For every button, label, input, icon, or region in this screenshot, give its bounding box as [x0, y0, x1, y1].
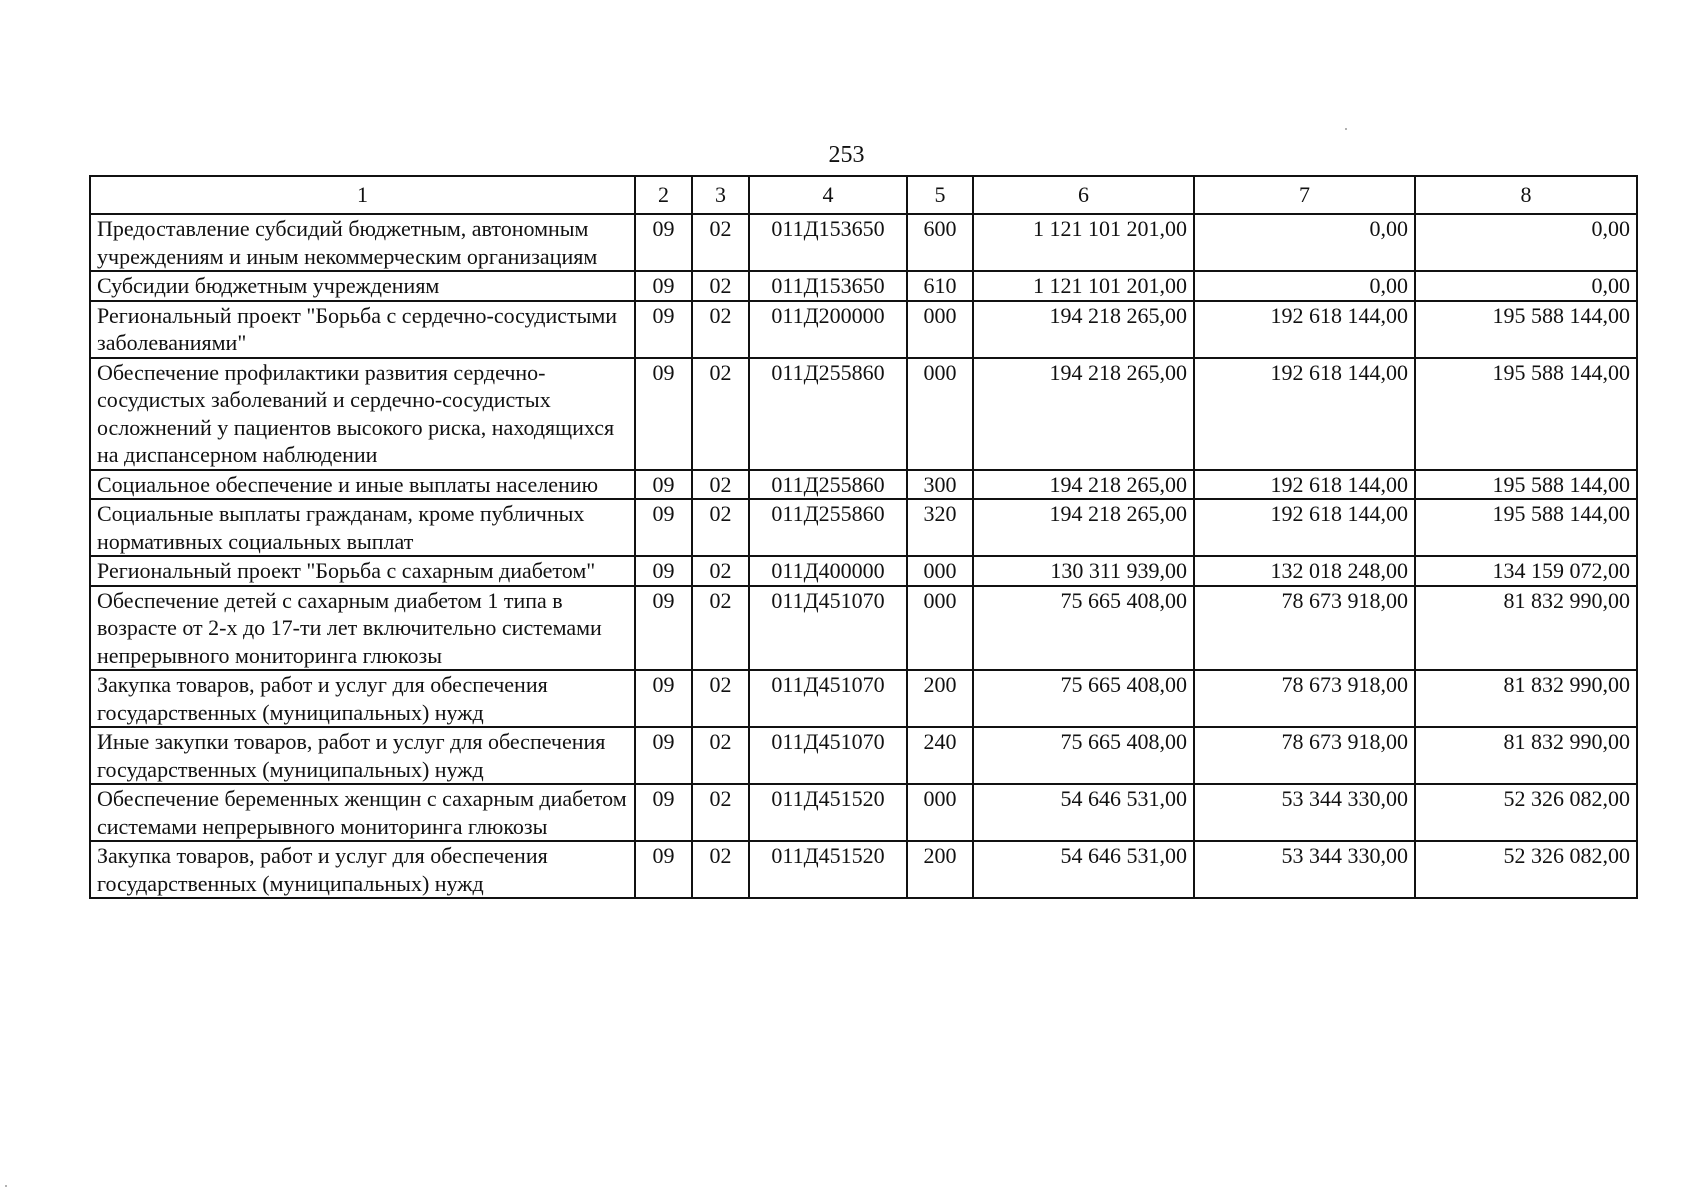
table-row	[90, 727, 1637, 784]
section-code: 09	[635, 214, 692, 271]
budget-table	[89, 175, 1638, 899]
row-name: Предоставление субсидий бюджетным, автономным учреждениям и иным некоммерческим организациям	[90, 214, 635, 271]
table-row	[90, 586, 1637, 671]
amount-col7: 0,00	[1194, 214, 1415, 271]
amount-col6: 194 218 265,00	[973, 499, 1194, 556]
expense-type-code: 000	[907, 556, 973, 586]
amount-col6: 75 665 408,00	[973, 586, 1194, 671]
expense-type-code: 000	[907, 784, 973, 841]
section-code: 09	[635, 727, 692, 784]
scan-speck	[1345, 128, 1347, 130]
amount-col6: 1 121 101 201,00	[973, 214, 1194, 271]
amount-col6: 194 218 265,00	[973, 301, 1194, 358]
subsection-code: 02	[692, 271, 749, 301]
expense-type-code: 000	[907, 301, 973, 358]
header-row	[90, 176, 1637, 214]
subsection-code: 02	[692, 670, 749, 727]
subsection-code: 02	[692, 727, 749, 784]
subsection-code: 02	[692, 301, 749, 358]
scan-speck	[5, 1185, 7, 1187]
table-row	[90, 271, 1637, 301]
row-name: Обеспечение беременных женщин с сахарным диабетом системами непрерывного мониторинга глюкозы	[90, 784, 635, 841]
amount-col7: 78 673 918,00	[1194, 727, 1415, 784]
amount-col7: 192 618 144,00	[1194, 470, 1415, 500]
section-code: 09	[635, 499, 692, 556]
target-article-code: 011Д153650	[749, 271, 907, 301]
amount-col8: 134 159 072,00	[1415, 556, 1637, 586]
amount-col8: 0,00	[1415, 271, 1637, 301]
amount-col6: 54 646 531,00	[973, 784, 1194, 841]
expense-type-code: 320	[907, 499, 973, 556]
table-row	[90, 301, 1637, 358]
amount-col6: 75 665 408,00	[973, 727, 1194, 784]
target-article-code: 011Д451520	[749, 841, 907, 898]
amount-col6: 54 646 531,00	[973, 841, 1194, 898]
amount-col8: 195 588 144,00	[1415, 470, 1637, 500]
page-number: 253	[828, 142, 865, 168]
amount-col7: 132 018 248,00	[1194, 556, 1415, 586]
column-header-6: 6	[973, 176, 1194, 214]
amount-col8: 81 832 990,00	[1415, 727, 1637, 784]
subsection-code: 02	[692, 470, 749, 500]
section-code: 09	[635, 586, 692, 671]
row-name: Социальные выплаты гражданам, кроме публичных нормативных социальных выплат	[90, 499, 635, 556]
target-article-code: 011Д400000	[749, 556, 907, 586]
amount-col8: 81 832 990,00	[1415, 586, 1637, 671]
row-name: Региональный проект "Борьба с сахарным диабетом"	[90, 556, 635, 586]
target-article-code: 011Д255860	[749, 499, 907, 556]
amount-col7: 192 618 144,00	[1194, 301, 1415, 358]
column-header-8: 8	[1415, 176, 1637, 214]
amount-col8: 52 326 082,00	[1415, 784, 1637, 841]
target-article-code: 011Д451520	[749, 784, 907, 841]
column-header-7: 7	[1194, 176, 1415, 214]
expense-type-code: 000	[907, 586, 973, 671]
table-row	[90, 499, 1637, 556]
expense-type-code: 300	[907, 470, 973, 500]
table-row	[90, 358, 1637, 470]
amount-col7: 53 344 330,00	[1194, 841, 1415, 898]
expense-type-code: 600	[907, 214, 973, 271]
expense-type-code: 610	[907, 271, 973, 301]
amount-col7: 192 618 144,00	[1194, 358, 1415, 470]
table-row	[90, 841, 1637, 898]
amount-col7: 78 673 918,00	[1194, 586, 1415, 671]
amount-col6: 194 218 265,00	[973, 358, 1194, 470]
expense-type-code: 200	[907, 841, 973, 898]
amount-col8: 0,00	[1415, 214, 1637, 271]
target-article-code: 011Д200000	[749, 301, 907, 358]
section-code: 09	[635, 841, 692, 898]
subsection-code: 02	[692, 499, 749, 556]
target-article-code: 011Д255860	[749, 470, 907, 500]
column-header-4: 4	[749, 176, 907, 214]
subsection-code: 02	[692, 556, 749, 586]
section-code: 09	[635, 556, 692, 586]
row-name: Обеспечение профилактики развития сердечно-сосудистых заболеваний и сердечно-сосудистых осложнений у пациентов высокого риска, находящихся на диспансерном наблюдении	[90, 358, 635, 470]
subsection-code: 02	[692, 841, 749, 898]
subsection-code: 02	[692, 784, 749, 841]
subsection-code: 02	[692, 586, 749, 671]
row-name: Закупка товаров, работ и услуг для обеспечения государственных (муниципальных) нужд	[90, 841, 635, 898]
section-code: 09	[635, 271, 692, 301]
amount-col7: 192 618 144,00	[1194, 499, 1415, 556]
row-name: Социальное обеспечение и иные выплаты населению	[90, 470, 635, 500]
amount-col8: 81 832 990,00	[1415, 670, 1637, 727]
amount-col8: 195 588 144,00	[1415, 358, 1637, 470]
section-code: 09	[635, 470, 692, 500]
section-code: 09	[635, 358, 692, 470]
target-article-code: 011Д451070	[749, 727, 907, 784]
table-row	[90, 670, 1637, 727]
row-name: Закупка товаров, работ и услуг для обеспечения государственных (муниципальных) нужд	[90, 670, 635, 727]
amount-col8: 52 326 082,00	[1415, 841, 1637, 898]
table-row	[90, 784, 1637, 841]
amount-col6: 1 121 101 201,00	[973, 271, 1194, 301]
amount-col8: 195 588 144,00	[1415, 499, 1637, 556]
amount-col6: 75 665 408,00	[973, 670, 1194, 727]
expense-type-code: 200	[907, 670, 973, 727]
row-name: Региональный проект "Борьба с сердечно-сосудистыми заболеваниями"	[90, 301, 635, 358]
amount-col6: 130 311 939,00	[973, 556, 1194, 586]
target-article-code: 011Д451070	[749, 670, 907, 727]
row-name: Субсидии бюджетным учреждениям	[90, 271, 635, 301]
target-article-code: 011Д451070	[749, 586, 907, 671]
column-header-3: 3	[692, 176, 749, 214]
target-article-code: 011Д153650	[749, 214, 907, 271]
row-name: Иные закупки товаров, работ и услуг для обеспечения государственных (муниципальных) нужд	[90, 727, 635, 784]
target-article-code: 011Д255860	[749, 358, 907, 470]
column-header-1: 1	[90, 176, 635, 214]
table-row	[90, 214, 1637, 271]
amount-col7: 78 673 918,00	[1194, 670, 1415, 727]
table-row	[90, 470, 1637, 500]
table-row	[90, 556, 1637, 586]
column-header-5: 5	[907, 176, 973, 214]
subsection-code: 02	[692, 358, 749, 470]
subsection-code: 02	[692, 214, 749, 271]
section-code: 09	[635, 301, 692, 358]
column-header-2: 2	[635, 176, 692, 214]
amount-col7: 53 344 330,00	[1194, 784, 1415, 841]
section-code: 09	[635, 784, 692, 841]
amount-col6: 194 218 265,00	[973, 470, 1194, 500]
amount-col7: 0,00	[1194, 271, 1415, 301]
row-name: Обеспечение детей с сахарным диабетом 1 типа в возрасте от 2-х до 17-ти лет включительно системами непрерывного мониторинга глюкозы	[90, 586, 635, 671]
section-code: 09	[635, 670, 692, 727]
amount-col8: 195 588 144,00	[1415, 301, 1637, 358]
expense-type-code: 240	[907, 727, 973, 784]
expense-type-code: 000	[907, 358, 973, 470]
